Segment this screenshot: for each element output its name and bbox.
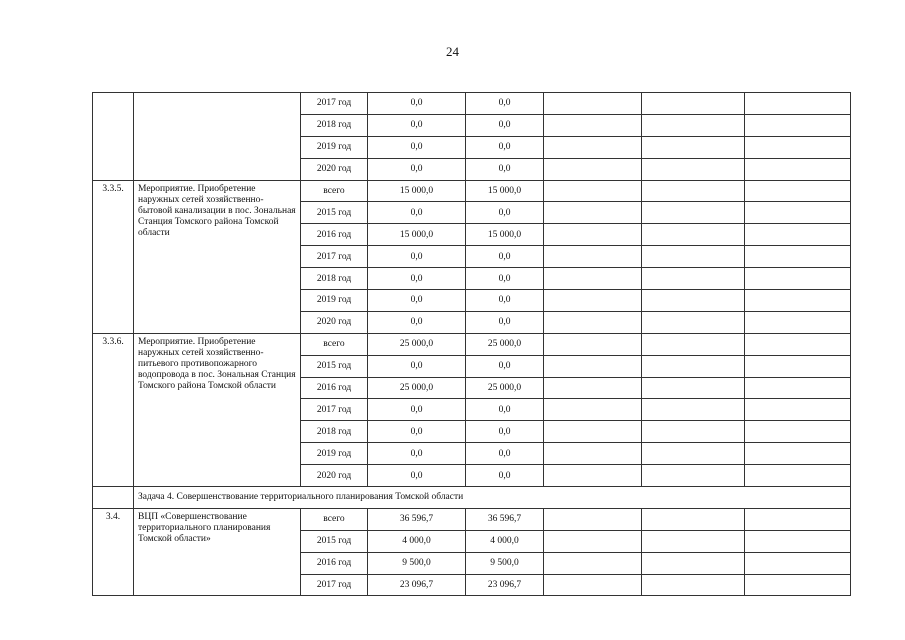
amount-cell: 0,0 (368, 421, 466, 443)
item-number-cell: 3.4. (93, 508, 134, 596)
amount-cell: 36 596,7 (368, 508, 466, 530)
amount-cell: 0,0 (368, 311, 466, 333)
empty-cell (642, 508, 745, 530)
amount-cell: 0,0 (466, 93, 544, 115)
empty-cell (745, 443, 851, 465)
table-row (93, 333, 851, 355)
empty-cell (745, 465, 851, 487)
amount-cell: 0,0 (466, 421, 544, 443)
year-cell: 2020 год (301, 158, 368, 180)
empty-cell (642, 530, 745, 552)
empty-cell (544, 290, 642, 312)
year-cell: 2020 год (301, 465, 368, 487)
amount-cell: 0,0 (466, 465, 544, 487)
empty-cell (544, 114, 642, 136)
amount-cell: 0,0 (466, 311, 544, 333)
empty-cell (544, 443, 642, 465)
empty-cell (642, 333, 745, 355)
amount-cell: 0,0 (368, 114, 466, 136)
empty-cell (642, 465, 745, 487)
empty-cell (642, 552, 745, 574)
empty-cell (544, 246, 642, 268)
empty-cell (544, 333, 642, 355)
amount-cell: 23 096,7 (368, 574, 466, 596)
year-cell: 2016 год (301, 552, 368, 574)
table-row (93, 508, 851, 530)
year-cell: 2018 год (301, 268, 368, 290)
empty-cell (642, 268, 745, 290)
empty-cell (745, 311, 851, 333)
amount-cell: 4 000,0 (466, 530, 544, 552)
empty-cell (544, 355, 642, 377)
year-cell: 2019 год (301, 136, 368, 158)
empty-cell (745, 202, 851, 224)
amount-cell: 0,0 (466, 136, 544, 158)
empty-cell (544, 180, 642, 202)
amount-cell: 25 000,0 (368, 377, 466, 399)
empty-cell (642, 93, 745, 115)
amount-cell: 0,0 (466, 355, 544, 377)
empty-cell (745, 224, 851, 246)
empty-cell (642, 290, 745, 312)
amount-cell: 0,0 (466, 114, 544, 136)
amount-cell: 0,0 (368, 268, 466, 290)
empty-cell (642, 443, 745, 465)
year-cell: 2019 год (301, 290, 368, 312)
empty-cell (745, 158, 851, 180)
item-description-cell: Мероприятие. Приобретение наружных сетей хозяйственно-бытовой канализации в пос. Зональная Станция Томского района Томской области (134, 180, 301, 333)
year-cell: всего (301, 508, 368, 530)
item-description-cell: Мероприятие. Приобретение наружных сетей хозяйственно-питьевого противопожарного водопровода в пос. Зональная Станция Томского района Томской области (134, 333, 301, 486)
empty-cell (544, 93, 642, 115)
amount-cell: 25 000,0 (368, 333, 466, 355)
empty-cell (642, 355, 745, 377)
year-cell: 2015 год (301, 355, 368, 377)
amount-cell: 0,0 (368, 399, 466, 421)
year-cell: 2015 год (301, 530, 368, 552)
empty-cell (544, 224, 642, 246)
empty-cell (642, 202, 745, 224)
empty-cell (642, 399, 745, 421)
task-heading-row (93, 487, 851, 509)
year-cell: 2018 год (301, 114, 368, 136)
year-cell: 2017 год (301, 574, 368, 596)
amount-cell: 0,0 (368, 202, 466, 224)
empty-cell (745, 530, 851, 552)
amount-cell: 0,0 (368, 93, 466, 115)
empty-cell (745, 421, 851, 443)
year-cell: 2018 год (301, 421, 368, 443)
amount-cell: 23 096,7 (466, 574, 544, 596)
empty-cell (544, 136, 642, 158)
empty-cell (642, 136, 745, 158)
year-cell: всего (301, 180, 368, 202)
year-cell: 2016 год (301, 377, 368, 399)
year-cell: 2020 год (301, 311, 368, 333)
empty-cell (642, 224, 745, 246)
amount-cell: 0,0 (466, 158, 544, 180)
empty-cell (642, 311, 745, 333)
empty-cell (544, 311, 642, 333)
empty-cell (745, 93, 851, 115)
table-row (93, 93, 851, 115)
amount-cell: 0,0 (466, 202, 544, 224)
amount-cell: 0,0 (368, 443, 466, 465)
empty-cell (745, 180, 851, 202)
empty-cell (642, 377, 745, 399)
empty-cell (745, 333, 851, 355)
amount-cell: 0,0 (466, 290, 544, 312)
year-cell: всего (301, 333, 368, 355)
empty-cell (544, 530, 642, 552)
amount-cell: 36 596,7 (466, 508, 544, 530)
year-cell: 2017 год (301, 399, 368, 421)
empty-cell (745, 508, 851, 530)
empty-cell (745, 377, 851, 399)
empty-cell (544, 552, 642, 574)
table-row (93, 180, 851, 202)
year-cell: 2015 год (301, 202, 368, 224)
amount-cell: 15 000,0 (368, 180, 466, 202)
item-description-cell: ВЦП «Совершенствование территориального планирования Томской области» (134, 508, 301, 596)
empty-cell (745, 136, 851, 158)
empty-cell (642, 114, 745, 136)
empty-cell (642, 421, 745, 443)
table-body (93, 93, 851, 596)
empty-cell (93, 487, 134, 509)
amount-cell: 0,0 (368, 465, 466, 487)
empty-cell (544, 202, 642, 224)
empty-cell (745, 114, 851, 136)
empty-cell (745, 574, 851, 596)
item-number-cell (93, 93, 134, 181)
amount-cell: 25 000,0 (466, 377, 544, 399)
year-cell: 2016 год (301, 224, 368, 246)
empty-cell (544, 377, 642, 399)
empty-cell (544, 508, 642, 530)
amount-cell: 15 000,0 (466, 224, 544, 246)
empty-cell (642, 158, 745, 180)
item-description-cell (134, 93, 301, 181)
amount-cell: 9 500,0 (466, 552, 544, 574)
amount-cell: 0,0 (368, 136, 466, 158)
page-number: 24 (446, 44, 459, 59)
item-number-cell: 3.3.5. (93, 180, 134, 333)
empty-cell (745, 399, 851, 421)
item-number-cell: 3.3.6. (93, 333, 134, 486)
amount-cell: 0,0 (368, 355, 466, 377)
amount-cell: 0,0 (466, 246, 544, 268)
empty-cell (745, 355, 851, 377)
empty-cell (745, 268, 851, 290)
year-cell: 2019 год (301, 443, 368, 465)
empty-cell (642, 180, 745, 202)
amount-cell: 9 500,0 (368, 552, 466, 574)
amount-cell: 15 000,0 (466, 180, 544, 202)
amount-cell: 4 000,0 (368, 530, 466, 552)
amount-cell: 0,0 (368, 246, 466, 268)
empty-cell (642, 246, 745, 268)
amount-cell: 0,0 (466, 443, 544, 465)
amount-cell: 0,0 (466, 399, 544, 421)
empty-cell (544, 268, 642, 290)
task-heading-cell: Задача 4. Совершенствование территориального планирования Томской области (134, 487, 851, 509)
empty-cell (544, 465, 642, 487)
empty-cell (745, 290, 851, 312)
amount-cell: 0,0 (368, 290, 466, 312)
amount-cell: 25 000,0 (466, 333, 544, 355)
amount-cell: 15 000,0 (368, 224, 466, 246)
amount-cell: 0,0 (466, 268, 544, 290)
empty-cell (544, 574, 642, 596)
budget-table (92, 92, 851, 596)
amount-cell: 0,0 (368, 158, 466, 180)
empty-cell (544, 158, 642, 180)
empty-cell (544, 421, 642, 443)
empty-cell (544, 399, 642, 421)
empty-cell (745, 246, 851, 268)
year-cell: 2017 год (301, 93, 368, 115)
empty-cell (642, 574, 745, 596)
empty-cell (745, 552, 851, 574)
year-cell: 2017 год (301, 246, 368, 268)
